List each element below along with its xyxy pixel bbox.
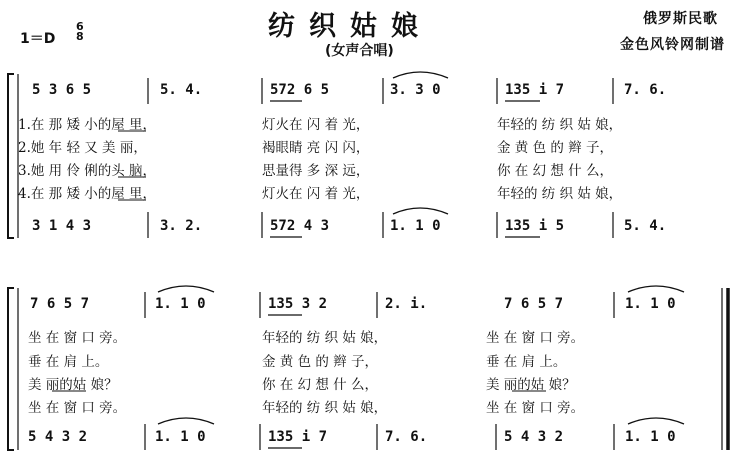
s1-v2-c: 金 黄 色 的 辫 子， [497,140,613,156]
s2-v1-b: 年轻的 纺 织 姑 娘， [262,330,388,346]
s2-top-m3: 135 3 2 [268,296,328,312]
s2-tie [158,418,214,424]
s1-top-m3: 572 6 5 [270,82,330,98]
s2-top-m1: 7 6 5 7 [30,296,90,312]
s1-v3-c: 你 在 幻 想 什 么， [497,163,613,179]
subtitle: (女声合唱) [325,43,394,59]
s1-left-bracket [8,74,14,238]
s1-v1-c: 年轻的 纺 织 姑 娘， [497,117,623,133]
s2-top-m2: 1. 1 0 [155,296,206,312]
s2-left-bracket [8,288,14,450]
s2-tie [628,418,684,424]
time-signature-top: 6 [76,20,84,33]
s1-top-m5: 135 i 7 [505,82,565,98]
s1-v1-a: 1.在 那 矮 小的屋 里， [18,117,157,133]
s2-bot-m2: 1. 1 0 [155,429,206,445]
s2-v4-a: 坐 在 窗 口 旁。 [28,400,127,416]
s1-bot-m5: 135 i 5 [505,218,565,234]
s2-tie [628,286,684,292]
s1-tie [393,208,448,214]
s1-v1-b: 灯火在 闪 着 光， [262,117,370,133]
s1-v4-c: 年轻的 纺 织 姑 娘， [497,186,623,202]
time-signature-bottom: 8 [76,30,84,43]
s1-bot-m4: 1. 1 0 [390,218,441,234]
s1-top-m1: 5 3 6 5 [32,82,92,98]
s1-v3-b: 思量得 多 深 远， [262,163,370,179]
s2-bot-m1: 5 4 3 2 [28,429,88,445]
s1-tie [393,72,448,78]
score-maker: 金色风铃网制谱 [620,37,725,53]
s2-v3-c: 美 丽的姑 娘？ [486,377,576,393]
s1-v2-a: 2.她 年 轻 又 美 丽， [18,140,147,156]
s1-bot-m6: 5. 4. [624,218,667,234]
s1-top-m6: 7. 6. [624,82,667,98]
s2-top-m5: 7 6 5 7 [504,296,564,312]
s1-v2-b: 褐眼睛 亮 闪 闪， [262,140,370,156]
s2-v3-a: 美 丽的姑 娘？ [28,377,118,393]
s2-bot-m4: 7. 6. [385,429,428,445]
s1-top-m2: 5. 4. [160,82,203,98]
s2-bot-m3: 135 i 7 [268,429,328,445]
s2-top-m6: 1. 1 0 [625,296,676,312]
song-origin: 俄罗斯民歌 [643,11,718,27]
s2-v3-b: 你 在 幻 想 什 么， [262,377,378,393]
s2-top-m4: 2. i. [385,296,428,312]
s2-v2-c: 垂 在 肩 上。 [486,354,567,370]
s1-v3-a: 3.她 用 伶 俐的头 脑， [18,163,157,179]
s2-v4-b: 年轻的 纺 织 姑 娘， [262,400,388,416]
s2-v2-a: 垂 在 肩 上。 [28,354,109,370]
s2-v1-a: 坐 在 窗 口 旁。 [28,330,127,346]
s1-v4-b: 灯火在 闪 着 光， [262,186,370,202]
s2-v1-c: 坐 在 窗 口 旁。 [486,330,585,346]
s1-v4-a: 4.在 那 矮 小的屋 里， [18,186,157,202]
s1-bot-m3: 572 4 3 [270,218,330,234]
s2-v4-c: 坐 在 窗 口 旁。 [486,400,585,416]
key-signature: 1＝D [20,31,56,47]
s2-v2-b: 金 黄 色 的 辫 子， [262,354,378,370]
page-title: 纺织姑娘 [268,11,432,42]
s2-bot-m6: 1. 1 0 [625,429,676,445]
s1-top-m4: 3. 3 0 [390,82,441,98]
s2-bot-m5: 5 4 3 2 [504,429,564,445]
s1-bot-m2: 3. 2. [160,218,203,234]
s2-tie [158,286,214,292]
s1-bot-m1: 3 1 4 3 [32,218,92,234]
